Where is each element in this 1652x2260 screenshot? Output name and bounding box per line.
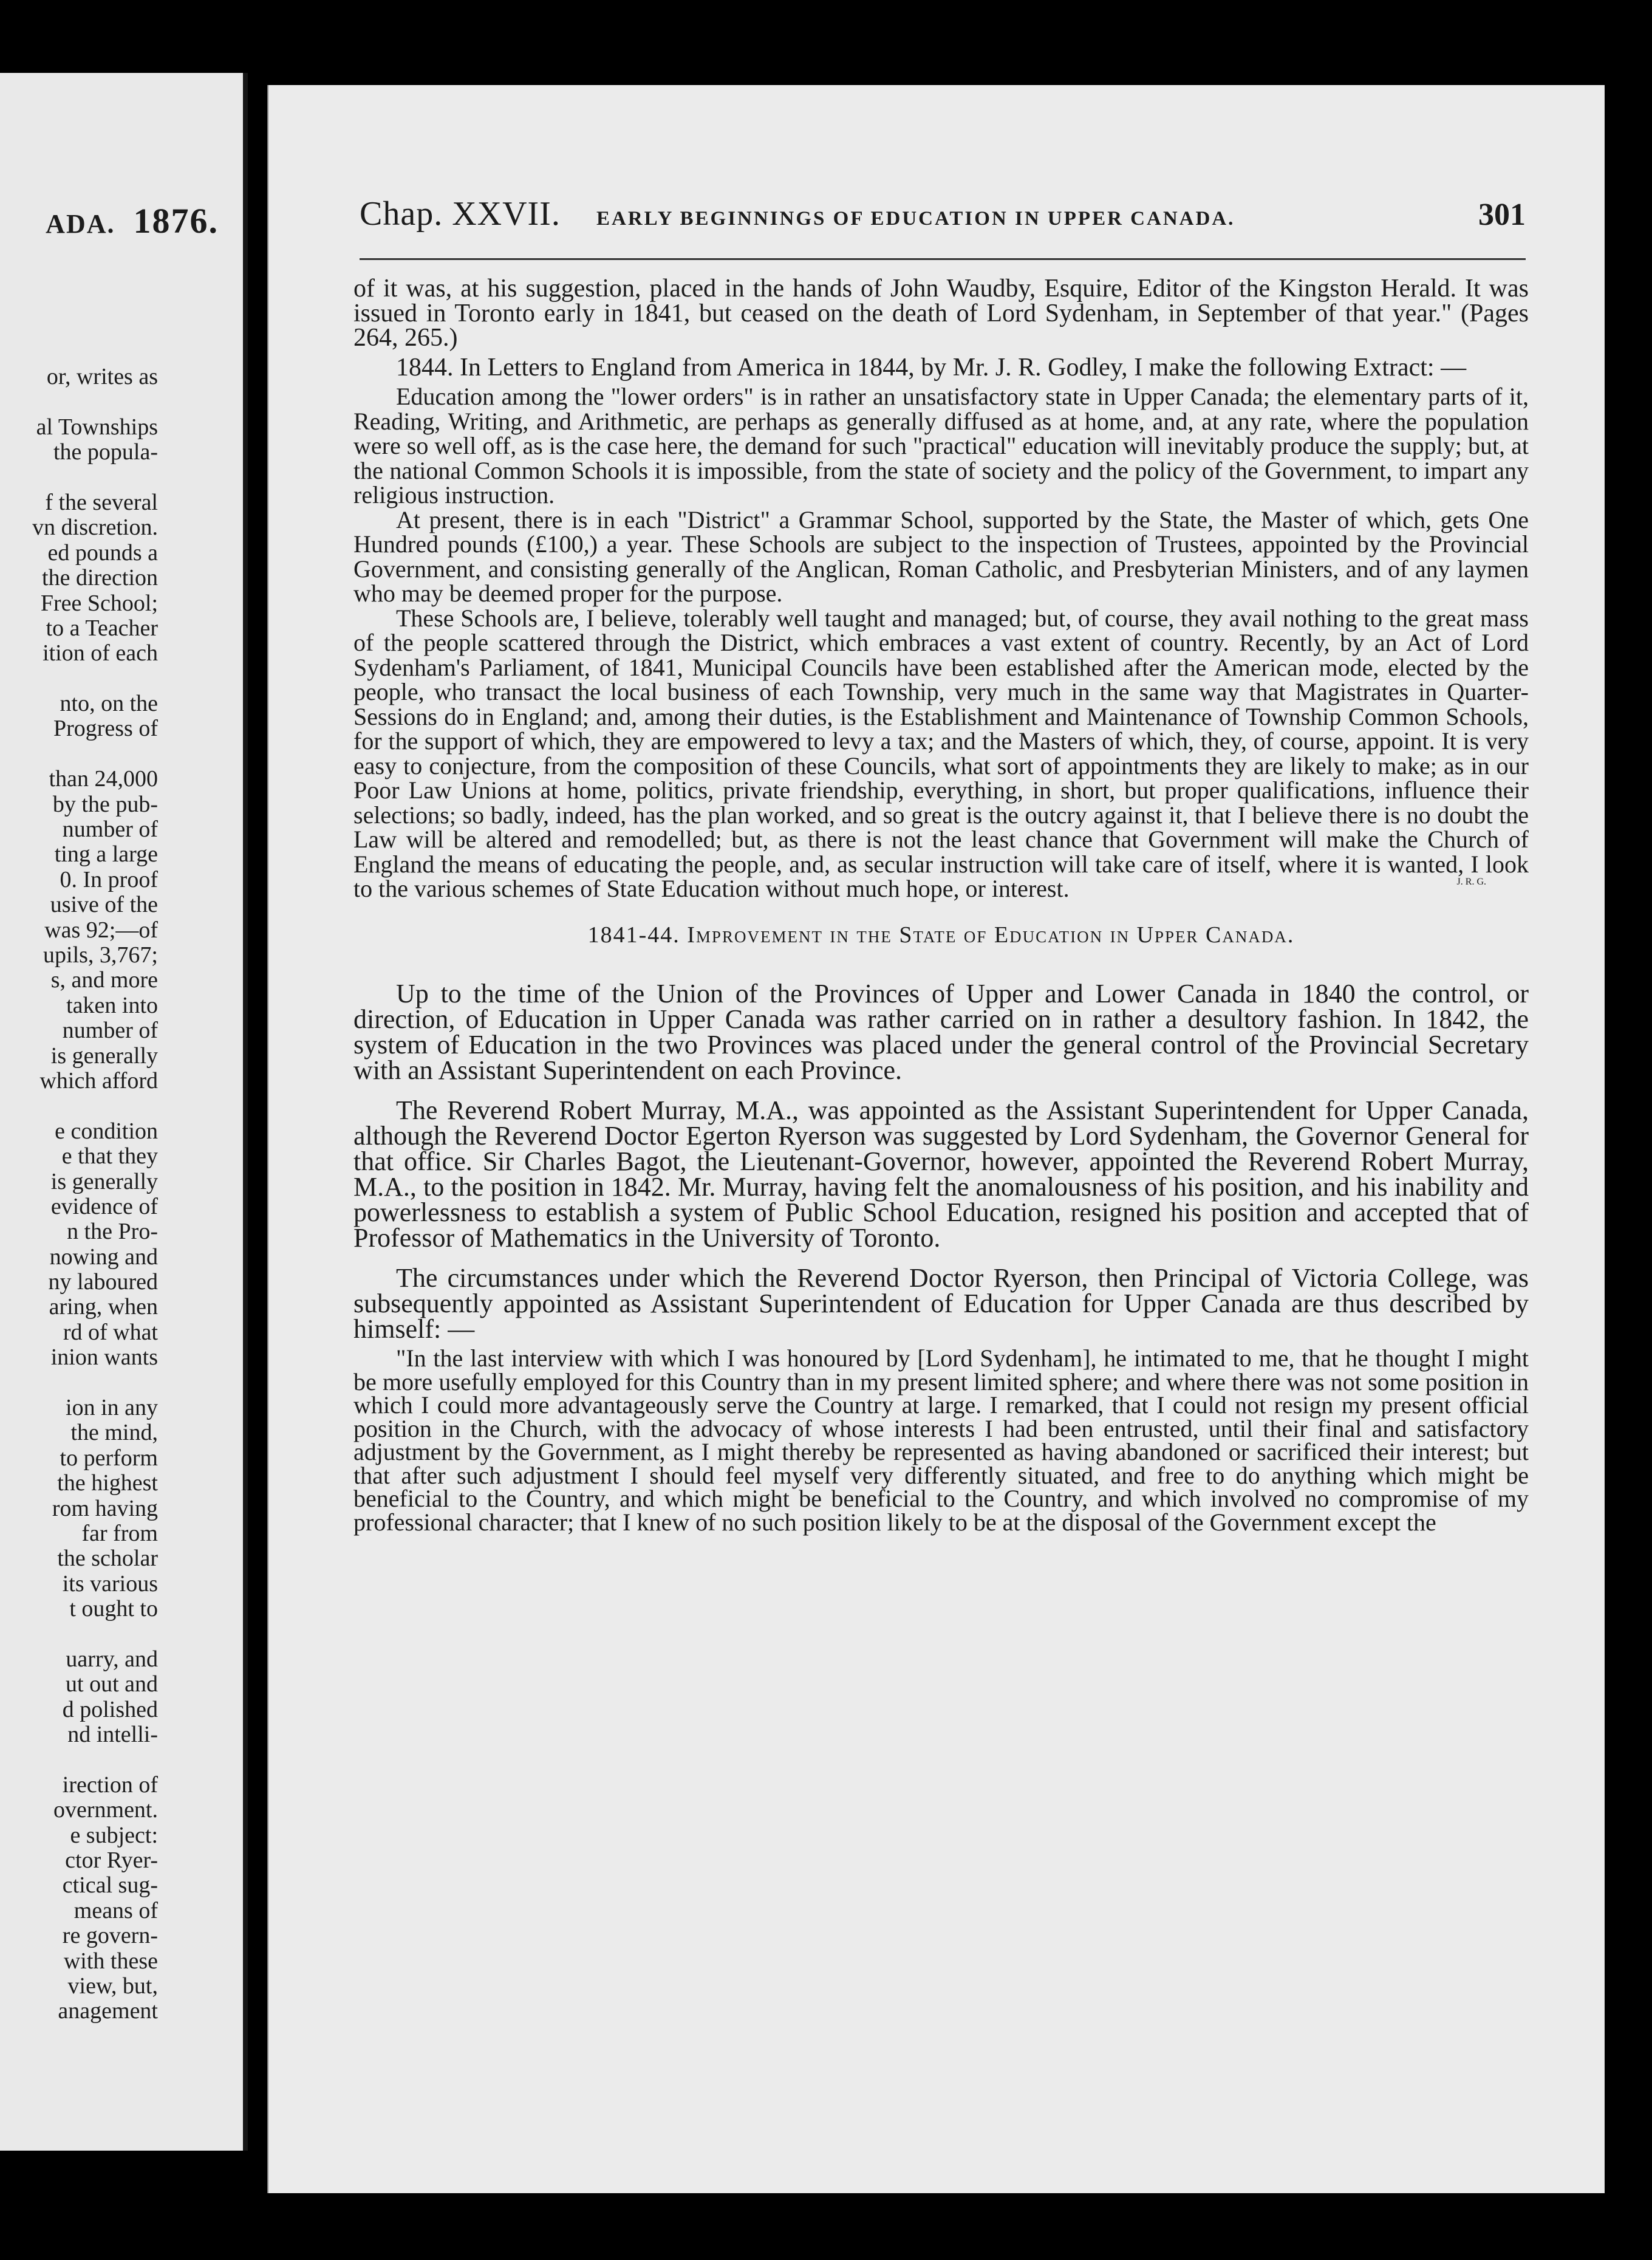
body-text	[353, 276, 1529, 1534]
left-page-line: f the several	[45, 489, 158, 515]
left-page-line: to a Teacher	[46, 615, 158, 641]
left-page-line: al Townships	[36, 414, 158, 440]
left-page-line	[0, 1094, 158, 1118]
left-page-line: n the Pro-	[67, 1219, 158, 1245]
left-page-line: taken into	[66, 992, 158, 1018]
main-paragraph: The circumstances under which the Reverend Doctor Ryerson, then Principal of Victoria College, was subsequently appointed as Assistant Superintendent of Education for Upper Canada are thus described by himself: —	[353, 1263, 1529, 1344]
left-page-line: ting a large	[54, 841, 158, 868]
ryerson-quote-paragraph: "In the last interview with which I was honoured by [Lord Sydenham], he intimated to me, that he thought I might be more usefully employed for this Country than in my present limited sphere; and where there was not some position in which I could more advantageously serve the Country at large. I remarked, that I could not resign my present official position in the Church, with the advocacy of whose interests I had been entrusted, until their final and satisfactory adjustment by the Government, as I might thereby be represented as having abandoned or sacrificed their interest; but that after such adjustment I should feel myself very differently situated, and free to do anything which might be beneficial to the Country, and which might be beneficial to the Country, and which involved no compromise of my professional character; that I knew of no such position likely to be at the disposal of the Government except the	[353, 1344, 1529, 1536]
left-page-line: with these	[63, 1948, 158, 1974]
quote-paragraph: These Schools are, I believe, tolerably well taught and managed; but, of course, they avail nothing to the great mass of the people scattered through the District, which embraces a vast extent of country. Recently, by an Act of Lord Sydenham's Parliament, of 1841, Municipal Councils have been established after the American mode, elected by the people, who transact the local business of each Township, very much in the same way that Magistrates in Quarter-Sessions do in England; and, among their duties, is the Establishment and Maintenance of Township Common Schools, for the support of which, they are empowered to levy a tax; and the Masters of which, they, of course, appoint. It is very easy to conjecture, from the composition of these Councils, what sort of appointments they are likely to make; as in our Poor Law Unions at home, politics, private friendship, everything, in short, but proper qualifications, influence their selections; so badly, indeed, has the plan worked, and so great is the outcry against it, that I believe there is no doubt the Law will be altered and remodelled; but, as there is not the least chance that Government will make the Church of England the means of educating the people, and, as secular instruction will take care of itself, where it is wanted, I look to the various schemes of State Education without much hope, or interest.	[353, 604, 1529, 902]
chapter-label: Chap. XXVII.	[360, 195, 561, 233]
godley-intro-paragraph: 1844. In Letters to England from America in 1844, by Mr. J. R. Godley, I make the following Extract: —	[396, 353, 1467, 382]
left-page-line: anagement	[58, 1998, 158, 2024]
left-page-line: or, writes as	[46, 364, 158, 389]
page-header	[360, 194, 1526, 249]
left-page-line: 0. In proof	[60, 866, 158, 892]
left-page-line: ion in any	[66, 1395, 158, 1421]
left-page-line: evidence of	[50, 1193, 158, 1219]
left-page-line: ctical sug-	[62, 1872, 158, 1899]
left-page-year: 1876.	[133, 201, 219, 241]
left-page-line: nto, on the	[60, 691, 158, 717]
left-page-line	[0, 465, 158, 490]
left-page-line: nowing and	[49, 1244, 158, 1270]
left-page-line: aring, when	[49, 1294, 158, 1320]
left-page-line: ition of each	[43, 640, 158, 666]
left-page-line: the scholar	[57, 1546, 158, 1572]
left-page-line: ed pounds a	[47, 539, 158, 566]
left-page-line: d polished	[62, 1696, 158, 1722]
left-page-line: ctor Ryer-	[65, 1847, 158, 1874]
left-page-line	[0, 1371, 158, 1395]
left-page-line	[0, 742, 158, 767]
left-page-line: which afford	[39, 1067, 158, 1094]
left-page-line: nd intelli-	[67, 1722, 158, 1748]
left-page-header	[46, 200, 219, 241]
main-paragraph: Up to the time of the Union of the Provinces of Upper and Lower Canada in 1840 the control, or direction, of Education in Upper Canada was rather carried on in rather a desultory fashion. In 1842, the system of Education in the two Provinces was placed under the general control of the Provincial Secretary with an Assistant Superintendent on each Province.	[353, 979, 1529, 1085]
left-page-line: the direction	[42, 565, 158, 591]
left-page-line	[0, 666, 158, 691]
running-title: EARLY BEGINNINGS OF EDUCATION IN UPPER CANADA.	[596, 208, 1235, 230]
left-page-line: re govern-	[62, 1923, 158, 1949]
page-number: 301	[1478, 197, 1526, 232]
left-page-line: number of	[62, 1018, 158, 1044]
left-page-line: inion wants	[50, 1344, 158, 1371]
left-page-line: overnment.	[53, 1797, 158, 1823]
left-page-line: t ought to	[69, 1596, 158, 1622]
left-page-line	[0, 1747, 158, 1772]
left-page-line: e that they	[61, 1143, 158, 1169]
left-page-line: e condition	[55, 1118, 158, 1144]
quote-paragraph: At present, there is in each "District" a Grammar School, supported by the State, the Master of which, gets One Hundred pounds (£100,) a year. These Schools are subject to the inspection of Trustees, appointed by the Provincial Government, and consisting generally of the Anglican, Roman Catholic, and Presbyterian Ministers, and of any laymen who may be deemed proper for the purpose.	[353, 505, 1529, 607]
left-page-line: ny laboured	[48, 1269, 158, 1295]
left-page-line: view, but,	[67, 1973, 158, 1999]
left-page-line: by the pub-	[52, 791, 158, 817]
header-rule	[360, 258, 1526, 260]
left-page-line: means of	[73, 1897, 158, 1923]
left-page-line	[0, 1622, 158, 1647]
left-page-line: is generally	[50, 1168, 158, 1194]
left-page-line: rom having	[52, 1495, 158, 1521]
left-page-text-fragments	[0, 365, 158, 2024]
left-page-line: Progress of	[53, 716, 158, 742]
section-heading: 1841-44. Improvement in the State of Education in Upper Canada.	[587, 922, 1295, 948]
left-page-line: irection of	[62, 1772, 158, 1798]
left-page-line	[0, 389, 158, 414]
left-page-line: ut out and	[66, 1671, 158, 1697]
left-page-line: its various	[62, 1570, 158, 1597]
left-page-line: vn discretion.	[32, 515, 158, 541]
main-text	[353, 981, 1529, 1534]
right-page	[267, 85, 1605, 2193]
quote-signature: J. R. G.	[1456, 877, 1486, 887]
godley-extract	[353, 383, 1529, 902]
left-page-line: the highest	[57, 1470, 158, 1496]
left-page-line: s, and more	[50, 967, 158, 993]
left-page-line: usive of the	[50, 892, 158, 918]
left-page	[0, 73, 248, 2151]
continuation-paragraph: of it was, at his suggestion, placed in the hands of John Waudby, Esquire, Editor of the Kingston Herald. It was issued in Toronto early in 1841, but ceased on the death of Lord Sydenham, in September of that year." (Pages 264, 265.)	[353, 275, 1529, 352]
quote-paragraph: Education among the "lower orders" is in rather an unsatisfactory state in Upper Canada; the elementary parts of it, Reading, Writing, and Arithmetic, are perhaps as generally diffused as at home, and, at any rate, where the population were so well off, as is the case here, the demand for such "practical" education will inevitably produce the supply; but, at the national Common Schools it is impossible, from the state of society and the policy of the Government, to impart any religious instruction.	[353, 383, 1529, 508]
left-page-line: rd of what	[63, 1319, 158, 1345]
left-page-line: was 92;—of	[44, 917, 158, 943]
left-header-fragment: ADA.	[46, 209, 115, 239]
left-page-line: the popula-	[53, 439, 158, 465]
left-page-line: than 24,000	[49, 766, 158, 792]
left-page-line: Free School;	[40, 590, 158, 616]
left-page-line: uarry, and	[66, 1646, 158, 1672]
left-page-line: the mind,	[70, 1420, 158, 1446]
left-page-line: far from	[81, 1520, 158, 1546]
main-paragraph: The Reverend Robert Murray, M.A., was appointed as the Assistant Superintendent for Upper Canada, although the Reverend Doctor Egerton Ryerson was suggested by Lord Sydenham, the Governor General for that office. Sir Charles Bagot, the Lieutenant-Governor, however, appointed the Reverend Robert Murray, M.A., to the position in 1842. Mr. Murray, having felt the anomalousness of his position, and his inability and powerlessness to establish a system of Public School Education, resigned his position and accepted that of Professor of Mathematics in the University of Toronto.	[353, 1095, 1529, 1253]
left-page-line: to perform	[60, 1445, 158, 1471]
left-page-line: is generally	[50, 1043, 158, 1069]
left-page-line: e subject:	[70, 1822, 158, 1848]
left-page-line: number of	[62, 817, 158, 843]
left-page-line: upils, 3,767;	[43, 942, 158, 968]
